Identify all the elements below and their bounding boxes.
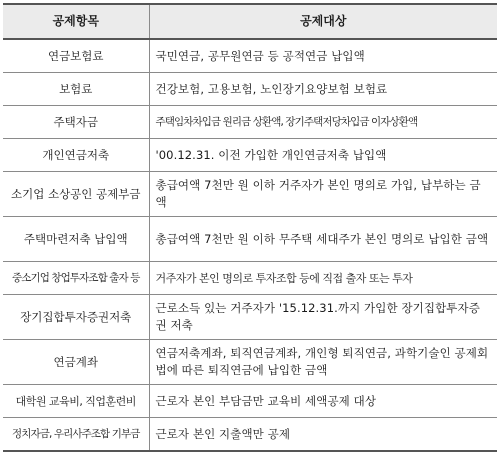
row-item-cell: 주택마련저축 납입액 bbox=[3, 217, 149, 262]
table-row bbox=[3, 217, 497, 262]
row-target-cell: 총급여액 7천만 원 이하 거주자가 본인 명의로 가입, 납부하는 금액 bbox=[149, 172, 497, 217]
row-item-cell: 보험료 bbox=[3, 73, 149, 106]
table-row bbox=[3, 39, 497, 73]
row-target-cell: 거주자가 본인 명의로 투자조합 등에 직접 출자 또는 투자 bbox=[149, 262, 497, 295]
row-item-cell: 개인연금저축 bbox=[3, 139, 149, 172]
table-row bbox=[3, 385, 497, 418]
row-target-cell: '00.12.31. 이전 가입한 개인연금저축 납입액 bbox=[149, 139, 497, 172]
table-row bbox=[3, 295, 497, 340]
table-row bbox=[3, 139, 497, 172]
table-row bbox=[3, 73, 497, 106]
row-item-cell: 연금계좌 bbox=[3, 340, 149, 385]
table-row bbox=[3, 418, 497, 452]
table-row bbox=[3, 106, 497, 139]
header-deduction-item: 공제항목 bbox=[3, 4, 149, 39]
row-item-cell: 연금보험료 bbox=[3, 39, 149, 73]
row-target-cell: 건강보험, 고용보험, 노인장기요양보험 보험료 bbox=[149, 73, 497, 106]
row-target-cell: 연금저축계좌, 퇴직연금계좌, 개인형 퇴직연금, 과학기술인 공제회 법에 따른 퇴직연금에 납입한 금액 bbox=[149, 340, 497, 385]
row-target-cell: 근로소득 있는 거주자가 '15.12.31.까지 가입한 장기집합투자증권 저축 bbox=[149, 295, 497, 340]
table-row bbox=[3, 262, 497, 295]
row-target-cell: 국민연금, 공무원연금 등 공적연금 납입액 bbox=[149, 39, 497, 73]
row-item-cell: 중소기업 창업투자조합 출자 등 bbox=[3, 262, 149, 295]
row-item-cell: 주택자금 bbox=[3, 106, 149, 139]
row-target-cell: 근로자 본인 지출액만 공제 bbox=[149, 418, 497, 452]
table-header-row bbox=[3, 4, 497, 39]
row-target-cell: 주택임차차입금 원리금 상환액, 장기주택저당차입금 이자상환액 bbox=[149, 106, 497, 139]
deduction-table-container bbox=[3, 3, 497, 452]
row-item-cell: 소기업 소상공인 공제부금 bbox=[3, 172, 149, 217]
deduction-table bbox=[3, 3, 497, 452]
row-item-cell: 장기집합투자증권저축 bbox=[3, 295, 149, 340]
row-item-cell: 정치자금, 우리사주조합 기부금 bbox=[3, 418, 149, 452]
header-deduction-target: 공제대상 bbox=[149, 4, 497, 39]
row-target-cell: 총급여액 7천만 원 이하 무주택 세대주가 본인 명의로 납입한 금액 bbox=[149, 217, 497, 262]
table-row bbox=[3, 340, 497, 385]
row-target-cell: 근로자 본인 부담금만 교육비 세액공제 대상 bbox=[149, 385, 497, 418]
table-row bbox=[3, 172, 497, 217]
row-item-cell: 대학원 교육비, 직업훈련비 bbox=[3, 385, 149, 418]
